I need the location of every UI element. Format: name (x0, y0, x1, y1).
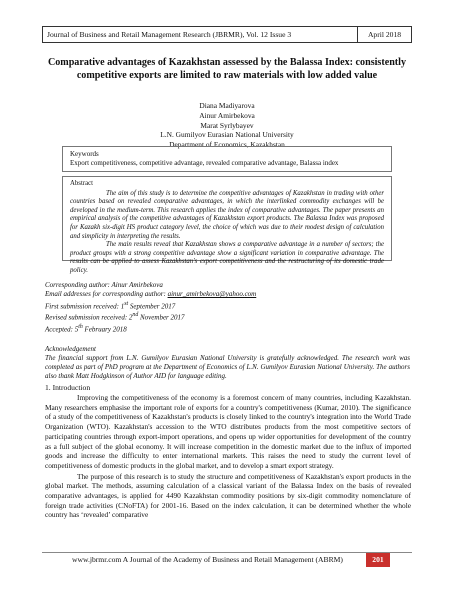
journal-title: Journal of Business and Retail Management Research (JBRMR), Vol. 12 Issue 3 (43, 27, 358, 42)
email-line (45, 290, 415, 299)
abstract-label: Abstract (70, 180, 94, 187)
acknowledgement-text: The financial support from L.N. Gumilyov Eurasian National University is gratefully acknowledged. The research work was completed as part of PhD program at the Department of Economics of L.N. Gumilyov Eurasian National University. The authors also thank Matt Hodgkinson of Author AID for language editing. (45, 353, 410, 380)
keywords-text: Export competitiveness, competitive advantage, revealed comparative advantage, Balassa index (70, 159, 339, 167)
author-name: Marat Syrlybayev (200, 120, 254, 130)
issue-date: April 2018 (367, 30, 402, 39)
corresponding-author: Corresponding author: Ainur Amirbekova (45, 281, 163, 289)
page-number: 201 (366, 553, 390, 567)
body-paragraph: Improving the competitiveness of the economy is a foremost concern of many countries, including Kazakhstan. Many researchers emphasise the important role of exports for a country's competitiveness (Kumar, 2010). The significance of a study of the competitiveness of Kazakhstan's products is closely linked to the country's integration into the World Trade Organization (WTO). Kazakhstan's accession to the WTO distributes products from the most competitive sectors of participating countries through export-import operations, and opens up wider opportunities for development of the country as a full subject of the global economy. It will increase competition in the domestic market due to the influx of imported goods and increase the difficulty to enter international markets. This raises the need to study the current level of competitiveness of domestic products in the global market, and to develop a smart export strategy. (45, 393, 411, 470)
affiliation: L.N. Gumilyov Eurasian National University (160, 130, 294, 140)
keywords-box (62, 146, 392, 172)
introduction-body (45, 393, 411, 520)
author-block (42, 101, 412, 150)
keywords-label: Keywords (70, 150, 99, 158)
section-heading: 1. Introduction (45, 383, 91, 392)
abstract-paragraph: The main results reveal that Kazakhstan shows a comparative advantage in a number of sectors; the product groups with a strong competitive advantage show a significant variation in comparative advantage. The results can be applied to assess Kazakhstan's export competitiveness and the restructuring of its domestic trade policy. (70, 241, 384, 274)
correspondence-block (45, 281, 415, 334)
page-footer (42, 552, 412, 567)
body-paragraph: The purpose of this research is to study the structure and competitiveness of Kazakhstan's export products in the global market. The methods, assuming calculation of a classical variant of the Balassa Index on the basis of revealed comparative advantages, is applied for 4490 Kazakhstan commodity positions by six-digit commodity nomenclature of foreign trade activities (CNoFTA) for 2001-16. Based on the index calculation, it can be determined whether the whole country has ‘revealed’ comparative (45, 471, 411, 520)
author-name: Ainur Amirbekova (199, 110, 255, 120)
footer-text: www.jbrmr.com A Journal of the Academy of Business and Retail Management (ABRM) (72, 555, 343, 564)
abstract-text (70, 190, 384, 276)
acknowledgement-title: Acknowledgement (45, 345, 96, 353)
paper-title: Comparative advantages of Kazakhstan assessed by the Balassa Index: consistently competitive exports are limited to raw materials with low added value (47, 57, 407, 81)
acknowledgement-block (45, 345, 410, 381)
first-submission: First submission received: 1st September 2017 (45, 300, 176, 310)
abstract-box (62, 176, 392, 274)
accepted-date: Accepted: 5th February 2018 (45, 323, 127, 334)
department: Department of Economics, Kazakhstan (169, 140, 285, 150)
author-name: Diana Madiyarova (199, 101, 255, 110)
running-header (42, 26, 412, 43)
email-link[interactable]: ainur_amirbekova@yahoo.com (167, 290, 257, 299)
revised-submission: Revised submission received: 2nd November 2017 (45, 312, 185, 322)
abstract-paragraph: The aim of this study is to determine the competitive advantages of Kazakhstan in trading with other countries based on revealed comparative advantages, in which the interlinked commodity exchanges will be developed in the medium-term. This research applies the index of comparative advantages. The paper presents an empirical analysis of the competitive advantages of Kazakhstan export products. The Balassa Index was proposed for Kazakh six-digit HS product category level, the choice of which was due to their modest design of calculation and simplicity in interpreting the results. (70, 189, 384, 240)
email-label: Email addresses for corresponding author: (45, 290, 168, 299)
